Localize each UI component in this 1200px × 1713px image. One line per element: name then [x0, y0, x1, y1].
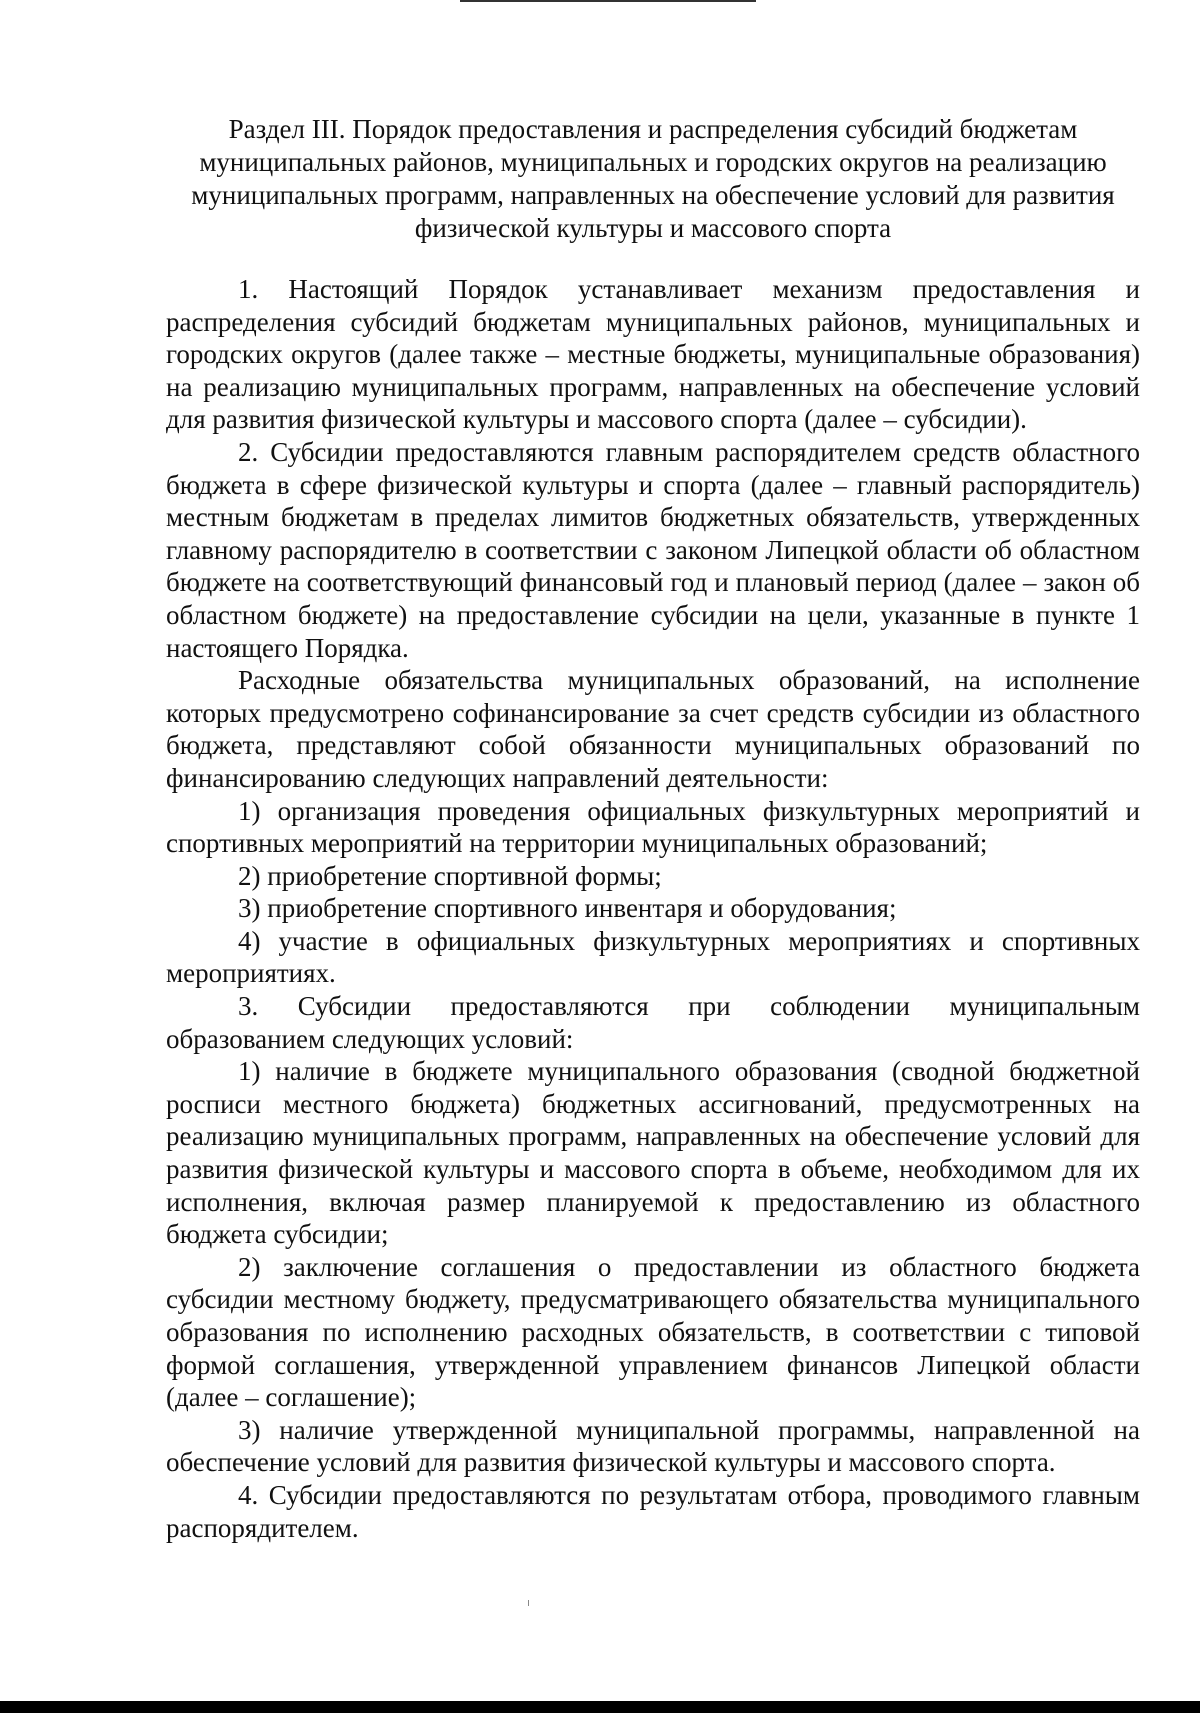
- list-item-condition-2: 2) заключение соглашения о предоставлении из областного бюджета субсидии местному бюджету, предусматривающего обязательства муниципального образования по исполнению расходных обязательств, в соответствии с типовой формой соглашения, утвержденной управлением финансов Липецкой области (далее – соглашение);: [166, 1251, 1140, 1413]
- scan-artifact-mark: [528, 1600, 529, 1606]
- list-item-activity-2: 2) приобретение спортивной формы;: [238, 860, 662, 891]
- paragraph-4: 4. Субсидии предоставляются по результатам отбора, проводимого главным распорядителем.: [166, 1479, 1140, 1543]
- section-title: Раздел III. Порядок предоставления и распределения субсидий бюджетам муниципальных районов, муниципальных и городских округов на реализацию муниципальных программ, направленных на обеспечение условий для развития физической культуры и массового спорта: [191, 114, 1115, 243]
- list-item-condition-3: 3) наличие утвержденной муниципальной программы, направленной на обеспечение условий для развития физической культуры и массового спорта.: [166, 1414, 1140, 1478]
- list-item-activity-1: 1) организация проведения официальных физкультурных мероприятий и спортивных мероприятий на территории муниципальных образований;: [166, 795, 1140, 859]
- top-edge-rule: [460, 0, 756, 2]
- paragraph-1: 1. Настоящий Порядок устанавливает механизм предоставления и распределения субсидий бюджетам муниципальных районов, муниципальных и городских округов (далее также – местные бюджеты, муниципальные образования) на реализацию муниципальных программ, направленных на обеспечение условий для развития физической культуры и массового спорта (далее – субсидии).: [166, 274, 1140, 435]
- list-item-condition-1: 1) наличие в бюджете муниципального образования (сводной бюджетной росписи местного бюджета) бюджетных ассигнований, предусмотренных на реализацию муниципальных программ, направленных на обеспечение условий для развития физической культуры и массового спорта в объеме, необходимом для их исполнения, включая размер планируемой к предоставлению из областного бюджета субсидии;: [166, 1056, 1140, 1250]
- list-item-activity-3: 3) приобретение спортивного инвентаря и оборудования;: [238, 893, 897, 924]
- bottom-scan-edge: [0, 1701, 1200, 1713]
- list-item-activity-4: 4) участие в официальных физкультурных мероприятиях и спортивных мероприятиях.: [166, 925, 1140, 989]
- paragraph-2: 2. Субсидии предоставляются главным распорядителем средств областного бюджета в сфере физической культуры и спорта (далее – главный распорядитель) местным бюджетам в пределах лимитов бюджетных обязательств, утвержденных главному распорядителю в соответствии с законом Липецкой области об областном бюджете на соответствующий финансовый год и плановый период (далее – закон об областном бюджете) на предоставление субсидии на цели, указанные в пункте 1 настоящего Порядка.: [166, 436, 1140, 663]
- document-page: [166, 113, 1140, 1544]
- paragraph-obligations: Расходные обязательства муниципальных образований, на исполнение которых предусмотрено софинансирование за счет средств субсидии из областного бюджета, представляют собой обязанности муниципальных образований по финансированию следующих направлений деятельности:: [166, 665, 1140, 793]
- paragraph-3: 3. Субсидии предоставляются при соблюдении муниципальным образованием следующих условий:: [166, 991, 1140, 1054]
